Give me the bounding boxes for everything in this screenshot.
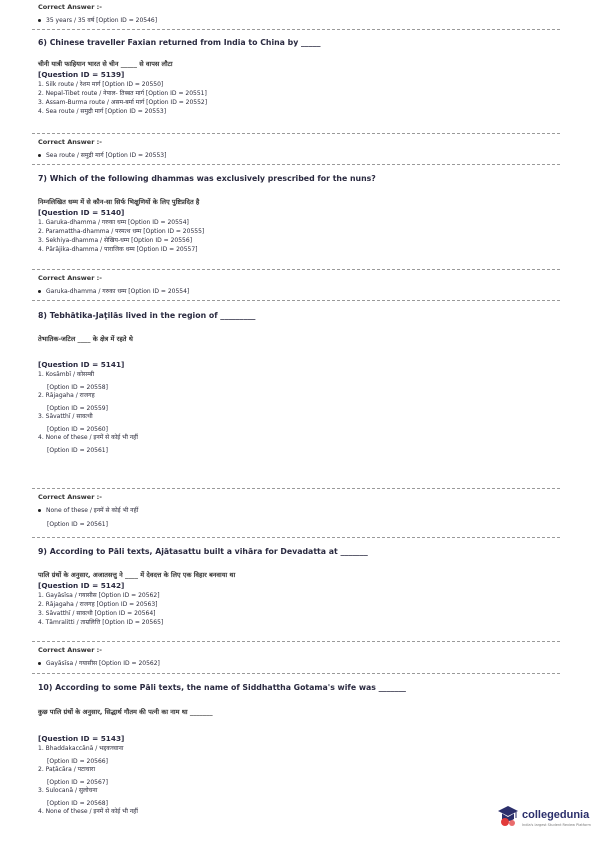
correct-answer-label: Correct Answer :-	[38, 138, 102, 146]
question-hindi: चीनी यात्री फाहियान भारत से चीन _____ से वापस लौटा	[38, 60, 173, 68]
bullet-icon	[38, 19, 41, 22]
answer-block-7	[38, 274, 558, 295]
question-title: 7) Which of the following dhammas was exclusively prescribed for the nuns?	[38, 174, 376, 183]
divider	[32, 488, 560, 489]
question-title: 9) According to Pāli texts, Ajātasattu built a vihāra for Devadatta at _______	[38, 547, 368, 556]
logo-name: collegedunia	[522, 809, 590, 821]
question-title: 6) Chinese traveller Faxian returned from India to China by _____	[38, 38, 321, 47]
question-8	[38, 311, 558, 454]
option-4[interactable]: 4. None of these / इनमें से कोई भी नहीं	[38, 434, 138, 441]
divider	[32, 164, 560, 165]
bullet-icon	[38, 290, 41, 293]
bullet-icon	[38, 154, 41, 157]
answer-option-id: [Option ID = 20561]	[47, 521, 108, 528]
divider	[32, 269, 560, 270]
option-1[interactable]: 1. Silk route / रेशम मार्ग [Option ID = 20550]	[38, 81, 164, 88]
option-3-id: [Option ID = 20560]	[47, 426, 108, 433]
prev-answer-block	[38, 3, 558, 24]
option-2[interactable]: 2. Paṭācāra / पटाचारा	[38, 766, 95, 773]
collegedunia-logo[interactable]	[497, 804, 593, 834]
option-4-id: [Option ID = 20561]	[47, 447, 108, 454]
correct-answer-item: Sea route / समुद्री मार्ग [Option ID = 20553]	[38, 151, 558, 159]
option-3[interactable]: 3. Sāvatthī / सावत्थी [Option ID = 20564]	[38, 610, 156, 617]
option-2[interactable]: 2. Paramattha-dhamma / परमत्थ धम्म [Option ID = 20555]	[38, 228, 205, 235]
correct-answer-label: Correct Answer :-	[38, 274, 102, 282]
option-4[interactable]: 4. Tāmralitti / ताम्रलित्ति [Option ID = 20565]	[38, 619, 164, 626]
option-2[interactable]: 2. Rājagaha / राजगह [Option ID = 20563]	[38, 601, 158, 608]
correct-answer-label: Correct Answer :-	[38, 493, 102, 501]
question-6	[38, 38, 558, 116]
option-3[interactable]: 3. Sekhiya-dhamma / सेखिय-धम्म [Option ID = 20556]	[38, 237, 193, 244]
option-4[interactable]: 4. None of these / इनमें से कोई भी नहीं	[38, 808, 138, 815]
question-title: 10) According to some Pāli texts, the name of Siddhattha Gotama's wife was _______	[38, 683, 406, 692]
option-3[interactable]: 3. Sāvatthī / सावत्थी	[38, 413, 93, 420]
option-3[interactable]: 3. Assam-Burma route / असम-बर्मा मार्ग [Option ID = 20552]	[38, 99, 208, 106]
bullet-icon	[38, 509, 41, 512]
question-hindi: निम्नलिखित धम्म में से कौन-सा सिर्फ भिक्षुणियों के लिए पुष्टिप्रदित है	[38, 198, 200, 206]
option-1-id: [Option ID = 20566]	[47, 758, 108, 765]
divider	[32, 673, 560, 674]
option-2[interactable]: 2. Rājagaha / राजगह	[38, 392, 95, 399]
option-4[interactable]: 4. Pārājika-dhamma / पाराजिक धम्म [Option ID = 20557]	[38, 246, 198, 253]
divider	[32, 537, 560, 538]
correct-answer-item: Garuka-dhamma / गरुका धम्म [Option ID = 20554]	[38, 287, 558, 295]
divider	[32, 133, 560, 134]
option-4[interactable]: 4. Sea route / समुद्री मार्ग [Option ID = 20553]	[38, 108, 167, 115]
answer-block-8	[38, 493, 558, 528]
option-2[interactable]: 2. Nepal-Tibet route / नेपाल- तिब्बत मार्ग [Option ID = 20551]	[38, 90, 207, 97]
question-id: [Question ID = 5141]	[38, 360, 125, 369]
correct-answer-label: Correct Answer :-	[38, 646, 102, 654]
question-title: 8) Tebhātika-Jaṭilās lived in the region of _________	[38, 311, 256, 320]
question-hindi: तेभातिक-जटिल ____ के क्षेत्र में रहते थे	[38, 335, 133, 343]
option-1[interactable]: 1. Kosāmbī / कोसम्बी	[38, 371, 95, 378]
question-id: [Question ID = 5142]	[38, 581, 125, 590]
question-hindi: कुछ पालि ग्रंथों के अनुसार, सिद्धार्थ गौतम की पत्नी का नाम था _______	[38, 708, 213, 716]
option-1[interactable]: 1. Bhaddakaccānā / भद्दकच्चाना	[38, 745, 124, 752]
answer-block-9	[38, 646, 558, 667]
bullet-icon	[38, 662, 41, 665]
correct-answer-item: 35 years / 35 वर्ष [Option ID = 20546]	[38, 16, 558, 24]
correct-answer-item: None of these / इनमें से कोई भी नहीं	[38, 506, 558, 514]
logo-tagline: India's largest Student Review Platform	[522, 823, 591, 827]
option-1-id: [Option ID = 20558]	[47, 384, 108, 391]
option-2-id: [Option ID = 20559]	[47, 405, 108, 412]
option-2-id: [Option ID = 20567]	[47, 779, 108, 786]
option-1[interactable]: 1. Gayāsīsa / गयासीस [Option ID = 20562]	[38, 592, 160, 599]
option-3[interactable]: 3. Sulocanā / सुलोचना	[38, 787, 98, 794]
option-1[interactable]: 1. Garuka-dhamma / गरुका धम्म [Option ID = 20554]	[38, 219, 189, 226]
answer-block-6	[38, 138, 558, 159]
correct-answer-item: Gayāsīsa / गयासीस [Option ID = 20562]	[38, 659, 558, 667]
divider	[32, 29, 560, 30]
question-7	[38, 174, 558, 254]
question-hindi: पालि ग्रंथों के अनुसार, अजातसत्तु ने ____ में देवदत्त के लिए एक विहार बनवाया था	[38, 571, 236, 579]
question-id: [Question ID = 5140]	[38, 208, 125, 217]
graduation-cap-icon	[497, 804, 519, 828]
divider	[32, 300, 560, 301]
question-10	[38, 683, 558, 816]
divider	[32, 641, 560, 642]
correct-answer-label: Correct Answer :-	[38, 3, 102, 11]
option-3-id: [Option ID = 20568]	[47, 800, 108, 807]
question-id: [Question ID = 5139]	[38, 70, 125, 79]
question-9	[38, 547, 558, 627]
question-id: [Question ID = 5143]	[38, 734, 125, 743]
